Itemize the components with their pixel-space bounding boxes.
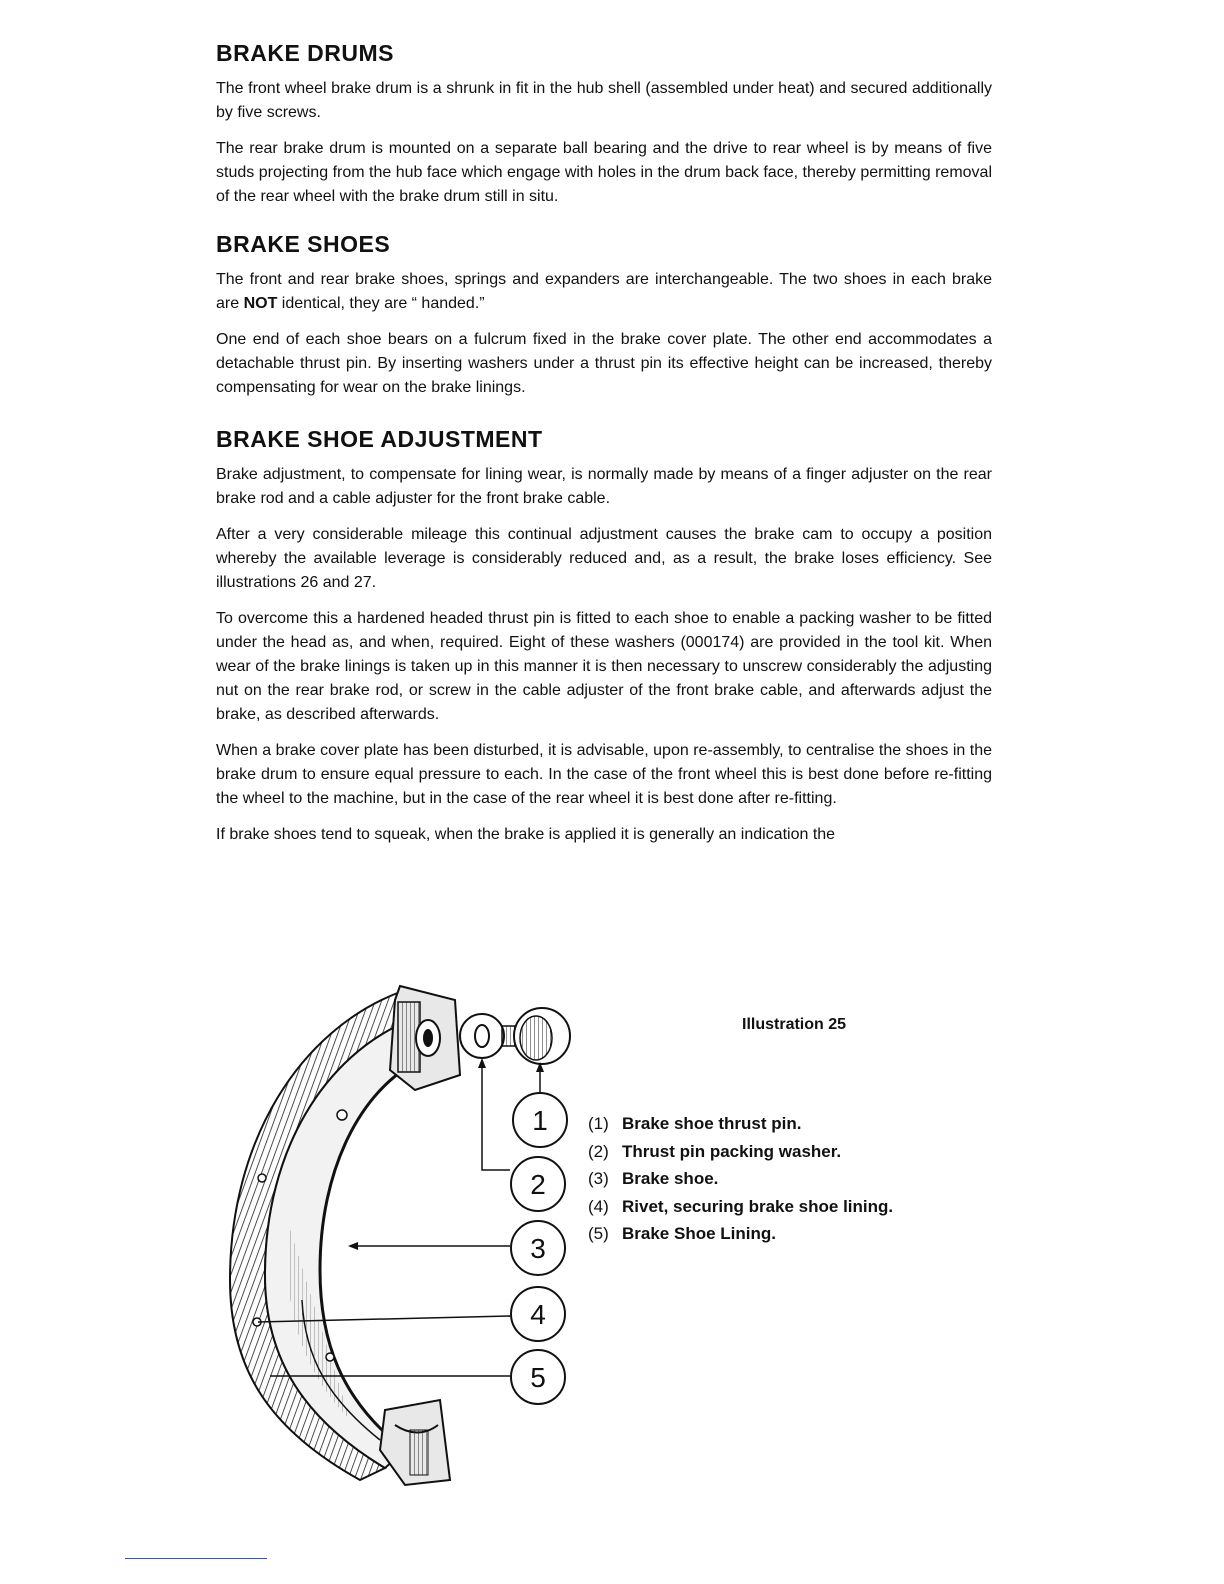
callout-label-5: 5 [530,1362,546,1393]
text-column [216,40,992,859]
footer-divider [125,1558,267,1559]
legend-item [588,1165,988,1193]
illustration-legend [588,1110,988,1248]
legend-label: Brake shoe thrust pin. [622,1114,802,1133]
legend-number: (1) [588,1114,609,1133]
paragraph: If brake shoes tend to squeak, when the brake is applied it is generally an indication the [216,826,836,843]
legend-label: Rivet, securing brake shoe lining. [622,1196,894,1216]
heading-brake-shoes: BRAKE SHOES [216,231,391,257]
callout-label-2: 2 [530,1169,546,1200]
legend-item [588,1193,988,1221]
legend-item [588,1110,988,1138]
text-span: identical, they are “ handed.” [277,295,485,312]
illustration-caption: Illustration 25 [742,1016,847,1033]
legend-label: Brake Shoe Lining. [622,1224,776,1243]
legend-label: Thrust pin packing washer. [622,1141,842,1161]
paragraph: The front wheel brake drum is a shrunk in fit in the hub shell (assembled under heat) and secured additionally by five screws. [216,80,992,121]
legend-label: Brake shoe. [622,1169,719,1188]
callout-label-3: 3 [530,1233,546,1264]
heading-brake-shoe-adjustment: BRAKE SHOE ADJUSTMENT [216,426,543,452]
paragraph [216,268,992,316]
legend-item [588,1138,988,1166]
paragraph: To overcome this a hardened headed thrust pin is fitted to each shoe to enable a packing washer to be fitted under the head as, and when, required. Eight of these washers (000174) are provided in the tool kit. When wear of the brake linings is taken up in this manner it is then necessary to unscrew considerably the adjusting nut on the rear brake rod, or screw in the cable adjuster of the front brake cable, and afterwards adjust the brake, as described afterwards. [216,610,992,723]
legend-number: (3) [588,1169,609,1188]
legend-number: (4) [588,1196,609,1216]
emphasis-not: NOT [243,295,278,312]
callout-label-4: 4 [530,1299,546,1330]
paragraph: Brake adjustment, to compensate for lining wear, is normally made by means of a finger adjuster on the rear brake rod and a cable adjuster for the front brake cable. [216,466,992,507]
paragraph: The rear brake drum is mounted on a separate ball bearing and the drive to rear wheel is by means of five studs projecting from the hub face which engage with holes in the drum back face, thereby permitting removal of the rear wheel with the brake drum still in situ. [216,140,992,205]
text-span: The front and rear brake shoes, springs and expanders are interchangeable. The two shoes in each brake are [216,271,992,312]
paragraph: After a very considerable mileage this continual adjustment causes the brake cam to occupy a position whereby the available leverage is considerably reduced and, as a result, the brake loses efficiency. See illustrations 26 and 27. [216,526,992,591]
brake-shoe-illustration [210,980,590,1500]
legend-number: (5) [588,1224,609,1243]
legend-item [588,1220,988,1248]
callout-label-1: 1 [532,1105,548,1136]
paragraph: One end of each shoe bears on a fulcrum fixed in the brake cover plate. The other end accommodates a detachable thrust pin. By inserting washers under a thrust pin its effective height can be increased, thereby compensating for wear on the brake linings. [216,331,992,396]
legend-number: (2) [588,1141,609,1161]
paragraph: When a brake cover plate has been disturbed, it is advisable, upon re-assembly, to centralise the shoes in the brake drum to ensure equal pressure to each. In the case of the front wheel this is best done before re-fitting the wheel to the machine, but in the case of the rear wheel it is best done after re-fitting. [216,742,992,807]
heading-brake-drums: BRAKE DRUMS [216,40,394,66]
